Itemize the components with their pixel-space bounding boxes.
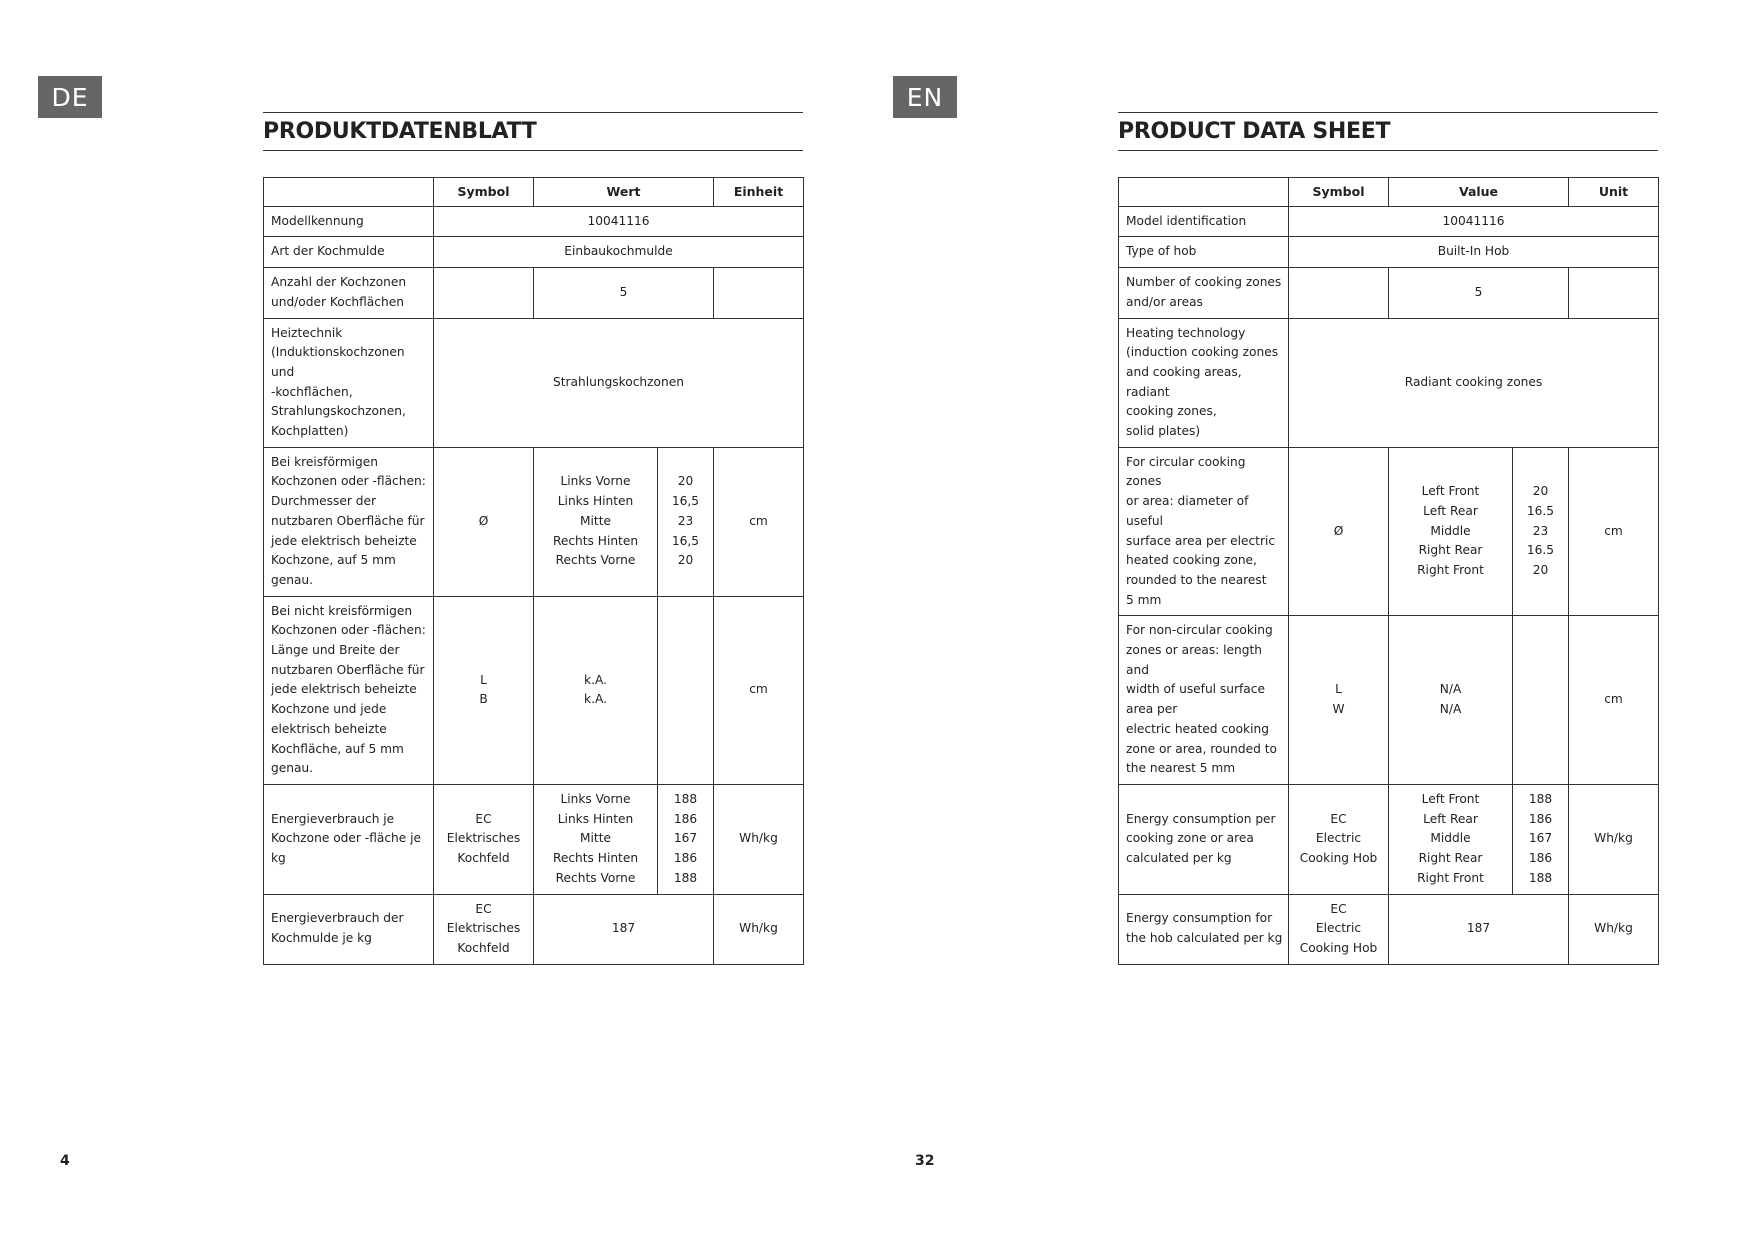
row-value: Strahlungskochzonen <box>434 318 804 447</box>
row-value: 5 <box>534 268 714 318</box>
row-zone-names: Links Vorne Links Hinten Mitte Rechts Hinten Rechts Vorne <box>534 447 658 596</box>
row-symbol <box>434 268 534 318</box>
row-unit: cm <box>1569 447 1659 616</box>
row-label: Art der Kochmulde <box>264 237 434 268</box>
row-symbol: EC Electric Cooking Hob <box>1289 894 1389 964</box>
row-symbol: EC Electric Cooking Hob <box>1289 784 1389 894</box>
header-empty <box>1119 178 1289 207</box>
header-empty <box>264 178 434 207</box>
header-row <box>264 178 804 207</box>
row-zone-names: Left Front Left Rear Middle Right Rear Right Front <box>1389 447 1513 616</box>
table-row <box>264 894 804 964</box>
data-table-en <box>1118 177 1659 965</box>
row-unit: Wh/kg <box>714 894 804 964</box>
row-label: Energy consumption for the hob calculated per kg <box>1119 894 1289 964</box>
row-unit: cm <box>714 447 804 596</box>
row-unit: Wh/kg <box>714 784 804 894</box>
table-row <box>264 237 804 268</box>
language-badge-de: DE <box>38 76 102 118</box>
row-symbol <box>1289 268 1389 318</box>
row-label: Modellkennung <box>264 206 434 237</box>
row-zone-values: 20 16,5 23 16,5 20 <box>658 447 714 596</box>
table-row <box>264 596 804 784</box>
row-label: Energieverbrauch je Kochzone oder -fläche je kg <box>264 784 434 894</box>
title-bar-de <box>263 112 803 151</box>
row-symbol: L B <box>434 596 534 784</box>
row-zone-names: Links Vorne Links Hinten Mitte Rechts Hinten Rechts Vorne <box>534 784 658 894</box>
page-number-de: 4 <box>60 1153 70 1169</box>
row-unit: Wh/kg <box>1569 894 1659 964</box>
row-label: Heating technology (induction cooking zones and cooking areas, radiant cooking zones, solid plates) <box>1119 318 1289 447</box>
row-unit: Wh/kg <box>1569 784 1659 894</box>
table-row <box>264 206 804 237</box>
row-unit: cm <box>714 596 804 784</box>
row-zone-values: 188 186 167 186 188 <box>658 784 714 894</box>
row-symbol: L W <box>1289 616 1389 785</box>
row-label: Type of hob <box>1119 237 1289 268</box>
page-number-en: 32 <box>915 1153 935 1169</box>
row-unit: cm <box>1569 616 1659 785</box>
table-row <box>1119 894 1659 964</box>
row-symbol: Ø <box>1289 447 1389 616</box>
row-zone-values: 20 16.5 23 16.5 20 <box>1513 447 1569 616</box>
table-row <box>1119 206 1659 237</box>
row-label: For circular cooking zones or area: diameter of useful surface area per electric heated cooking zone, rounded to the nearest 5 mm <box>1119 447 1289 616</box>
header-value: Value <box>1389 178 1569 207</box>
table-row <box>1119 784 1659 894</box>
row-value: 187 <box>1389 894 1569 964</box>
header-unit: Unit <box>1569 178 1659 207</box>
row-value: 10041116 <box>1289 206 1659 237</box>
table-row <box>264 268 804 318</box>
row-zone-values <box>1513 616 1569 785</box>
row-label: Bei nicht kreisförmigen Kochzonen oder -flächen: Länge und Breite der nutzbaren Oberfläche für jede elektrisch beheizte Kochzone und jede elektrisch beheizte Kochfläche, auf 5 mm genau. <box>264 596 434 784</box>
row-label: Energieverbrauch der Kochmulde je kg <box>264 894 434 964</box>
product-data-sheet-de <box>263 112 803 955</box>
row-unit <box>714 268 804 318</box>
table-row <box>1119 318 1659 447</box>
row-label: Model identification <box>1119 206 1289 237</box>
table-row <box>264 447 804 596</box>
row-label: For non-circular cooking zones or areas: length and width of useful surface area per electric heated cooking zone or area, rounded to the nearest 5 mm <box>1119 616 1289 785</box>
row-label: Energy consumption per cooking zone or area calculated per kg <box>1119 784 1289 894</box>
row-label: Heiztechnik (Induktionskochzonen und -kochflächen, Strahlungskochzonen, Kochplatten) <box>264 318 434 447</box>
header-symbol: Symbol <box>434 178 534 207</box>
row-label: Anzahl der Kochzonen und/oder Kochflächen <box>264 268 434 318</box>
product-data-sheet-en <box>1118 112 1658 955</box>
row-value: Radiant cooking zones <box>1289 318 1659 447</box>
header-value: Wert <box>534 178 714 207</box>
page-title-en: PRODUCT DATA SHEET <box>1118 119 1391 144</box>
header-unit: Einheit <box>714 178 804 207</box>
page-title-de: PRODUKTDATENBLATT <box>263 119 537 144</box>
table-row <box>1119 447 1659 616</box>
row-zone-names: Left Front Left Rear Middle Right Rear Right Front <box>1389 784 1513 894</box>
row-symbol: Ø <box>434 447 534 596</box>
table-row <box>1119 268 1659 318</box>
row-label: Bei kreisförmigen Kochzonen oder -flächen: Durchmesser der nutzbaren Oberfläche für jede elektrisch beheizte Kochzone, auf 5 mm genau. <box>264 447 434 596</box>
row-symbol: EC Elektrisches Kochfeld <box>434 894 534 964</box>
row-zone-values <box>658 596 714 784</box>
row-zone-names: N/A N/A <box>1389 616 1513 785</box>
table-row <box>1119 616 1659 785</box>
row-zone-values: 188 186 167 186 188 <box>1513 784 1569 894</box>
data-table-de <box>263 177 804 965</box>
header-symbol: Symbol <box>1289 178 1389 207</box>
language-badge-en: EN <box>893 76 957 118</box>
row-symbol: EC Elektrisches Kochfeld <box>434 784 534 894</box>
row-value: Built-In Hob <box>1289 237 1659 268</box>
row-value: 5 <box>1389 268 1569 318</box>
row-value: 187 <box>534 894 714 964</box>
row-zone-names: k.A. k.A. <box>534 596 658 784</box>
row-value: Einbaukochmulde <box>434 237 804 268</box>
table-row <box>264 784 804 894</box>
title-bar-en <box>1118 112 1658 151</box>
table-row <box>1119 237 1659 268</box>
row-unit <box>1569 268 1659 318</box>
row-value: 10041116 <box>434 206 804 237</box>
table-row <box>264 318 804 447</box>
header-row <box>1119 178 1659 207</box>
row-label: Number of cooking zones and/or areas <box>1119 268 1289 318</box>
